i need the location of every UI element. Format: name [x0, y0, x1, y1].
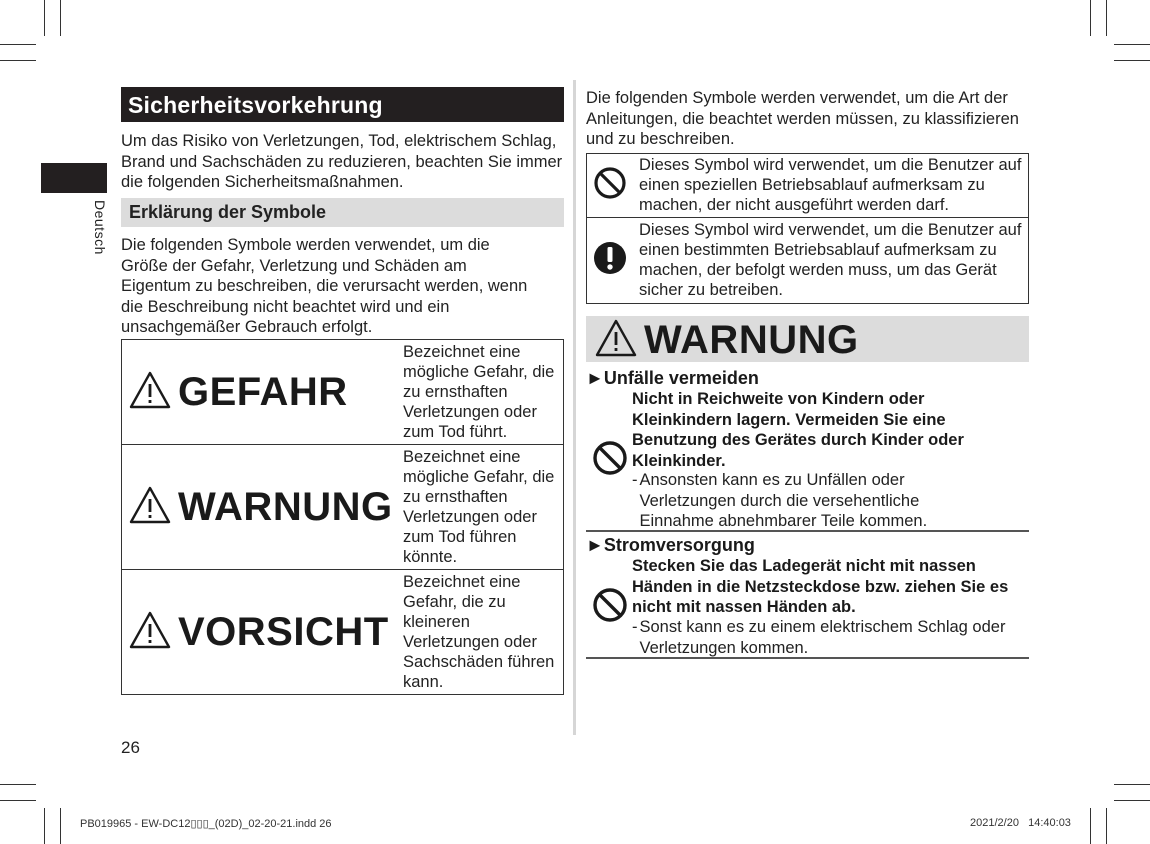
right-intro: Die folgenden Symbole werden verwendet, um die Art der Anleitungen, die beachtet werden müssen, zu klassifizieren und zu beschreiben. [586, 89, 1019, 148]
warning-triangle-icon [594, 318, 638, 363]
column-divider [573, 80, 576, 735]
symbols-heading: Erklärung der Symbole [121, 198, 564, 227]
crop-mark [1114, 800, 1150, 801]
hazard-levels-table [121, 339, 564, 695]
warning-banner-word: WARNUNG [644, 317, 859, 362]
language-tab [41, 163, 107, 193]
symbol-table [586, 153, 1029, 304]
crop-mark [1090, 808, 1091, 844]
language-label: Deutsch [92, 200, 108, 255]
warning-banner [586, 316, 1029, 362]
section-divider [586, 530, 1029, 532]
crop-mark [60, 0, 61, 36]
hazard-description: Bezeichnet eine mögliche Gefahr, die zu ernsthaften Verletzungen oder zum Tod führen könnte. [398, 445, 564, 570]
arrow-icon: ► [586, 368, 604, 388]
prohibition-icon [592, 440, 628, 481]
warning-triangle-icon [128, 610, 172, 655]
crop-mark [1114, 60, 1150, 61]
warning-triangle-icon [128, 370, 172, 415]
section-instruction: Stecken Sie das Ladegerät nicht mit nassen Händen in die Netzsteckdose bzw. ziehen Sie es nicht mit nassen Händen ab. [632, 557, 1009, 616]
symbol-row [587, 154, 1029, 218]
page-title: Sicherheitsvorkehrung [121, 87, 564, 122]
symbols-explanation: Die folgenden Symbole werden verwendet, um die Größe der Gefahr, Verletzung und Schäden am Eigentum zu beschreiben, die verursacht werden, wenn die Beschreibung nicht beachtet wird und ein unsachgemäßer Gebrauch erfolgt. [121, 236, 528, 336]
crop-mark [1114, 784, 1150, 785]
section-heading: ►Unfälle vermeiden [586, 368, 759, 388]
symbol-description: Dieses Symbol wird verwendet, um die Benutzer auf einen bestimmten Betriebsablauf aufmerksam zu machen, der befolgt werden muss, um das Gerät sicher zu betreiben. [633, 218, 1029, 304]
crop-mark [1090, 0, 1091, 36]
symbol-description: Dieses Symbol wird verwendet, um die Benutzer auf einen speziellen Betriebsablauf aufmerksam zu machen, der nicht ausgeführt werden darf. [633, 154, 1029, 218]
prohibition-icon [592, 587, 628, 628]
hazard-row-warnung [122, 445, 564, 570]
section-heading: ►Stromversorgung [586, 535, 755, 555]
hazard-row-gefahr [122, 340, 564, 445]
hazard-description: Bezeichnet eine mögliche Gefahr, die zu ernsthaften Verletzungen oder zum Tod führt. [398, 340, 564, 445]
symbol-row [587, 218, 1029, 304]
mandatory-icon [593, 262, 627, 279]
crop-mark [60, 808, 61, 844]
signal-word: GEFAHR [178, 369, 348, 414]
hazard-description: Bezeichnet eine Gefahr, die zu kleineren Verletzungen oder Sachschäden führen kann. [398, 570, 564, 695]
crop-mark [44, 0, 45, 36]
crop-mark [0, 784, 36, 785]
crop-mark [1114, 44, 1150, 45]
arrow-icon: ► [586, 535, 604, 555]
crop-mark [0, 44, 36, 45]
footer-file-info: PB019965 - EW-DC12▯▯▯_(02D)_02-20-21.indd 26 [80, 818, 332, 830]
page-number: 26 [121, 738, 140, 757]
footer-timestamp: 2021/2/20 14:40:03 [970, 817, 1071, 829]
signal-word: WARNUNG [178, 484, 393, 529]
crop-mark [0, 800, 36, 801]
warning-triangle-icon [128, 485, 172, 530]
prohibition-icon [593, 187, 627, 204]
crop-mark [44, 808, 45, 844]
crop-mark [0, 60, 36, 61]
section-note: - Ansonsten kann es zu Unfällen oder Verletzungen durch die versehentliche Einnahme abnehmbarer Teile kommen. [632, 471, 928, 530]
section-note: - Sonst kann es zu einem elektrischem Schlag oder Verletzungen kommen. [632, 618, 1006, 657]
section-divider [586, 657, 1029, 659]
crop-mark [1106, 808, 1107, 844]
intro-text: Um das Risiko von Verletzungen, Tod, elektrischem Schlag, Brand und Sachschäden zu reduzieren, beachten Sie immer die folgenden Sicherheitsmaßnahmen. [121, 132, 563, 191]
hazard-row-vorsicht [122, 570, 564, 695]
signal-word: VORSICHT [178, 609, 389, 654]
section-instruction: Nicht in Reichweite von Kindern oder Kleinkindern lagern. Vermeiden Sie eine Benutzung des Gerätes durch Kinder oder Kleinkinder. [632, 390, 964, 470]
crop-mark [1106, 0, 1107, 36]
